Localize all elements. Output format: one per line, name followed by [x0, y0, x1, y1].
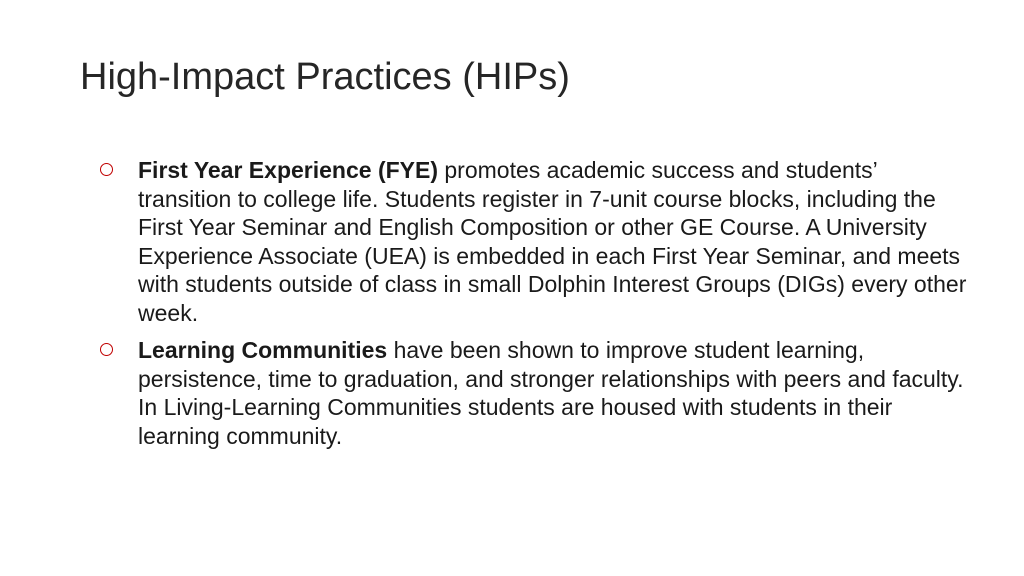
bullet-term-learning-communities: Learning Communities: [138, 337, 388, 363]
bullet-item-fye: [98, 156, 968, 327]
slide-title: High-Impact Practices (HIPs): [80, 56, 570, 98]
hollow-circle-icon: [100, 163, 113, 176]
bullet-term-fye: First Year Experience (FYE): [138, 157, 438, 183]
bullet-text-fye: promotes academic success and students’ transition to college life. Students register in 7-unit course blocks, including the First Year Seminar and English Composition or other GE Course. A University Experience Associate (UEA) is embedded in each First Year Seminar, and meets with students outside of class in small Dolphin Interest Groups (DIGs) every other week.: [138, 157, 967, 326]
bullet-list: [98, 156, 968, 459]
bullet-item-learning-communities: [98, 336, 968, 450]
hollow-circle-icon: [100, 343, 113, 356]
bullet-text-learning-communities: have been shown to improve student learning, persistence, time to graduation, and stronger relationships with peers and faculty. In Living-Learning Communities students are housed with students in their learning community.: [138, 337, 964, 449]
